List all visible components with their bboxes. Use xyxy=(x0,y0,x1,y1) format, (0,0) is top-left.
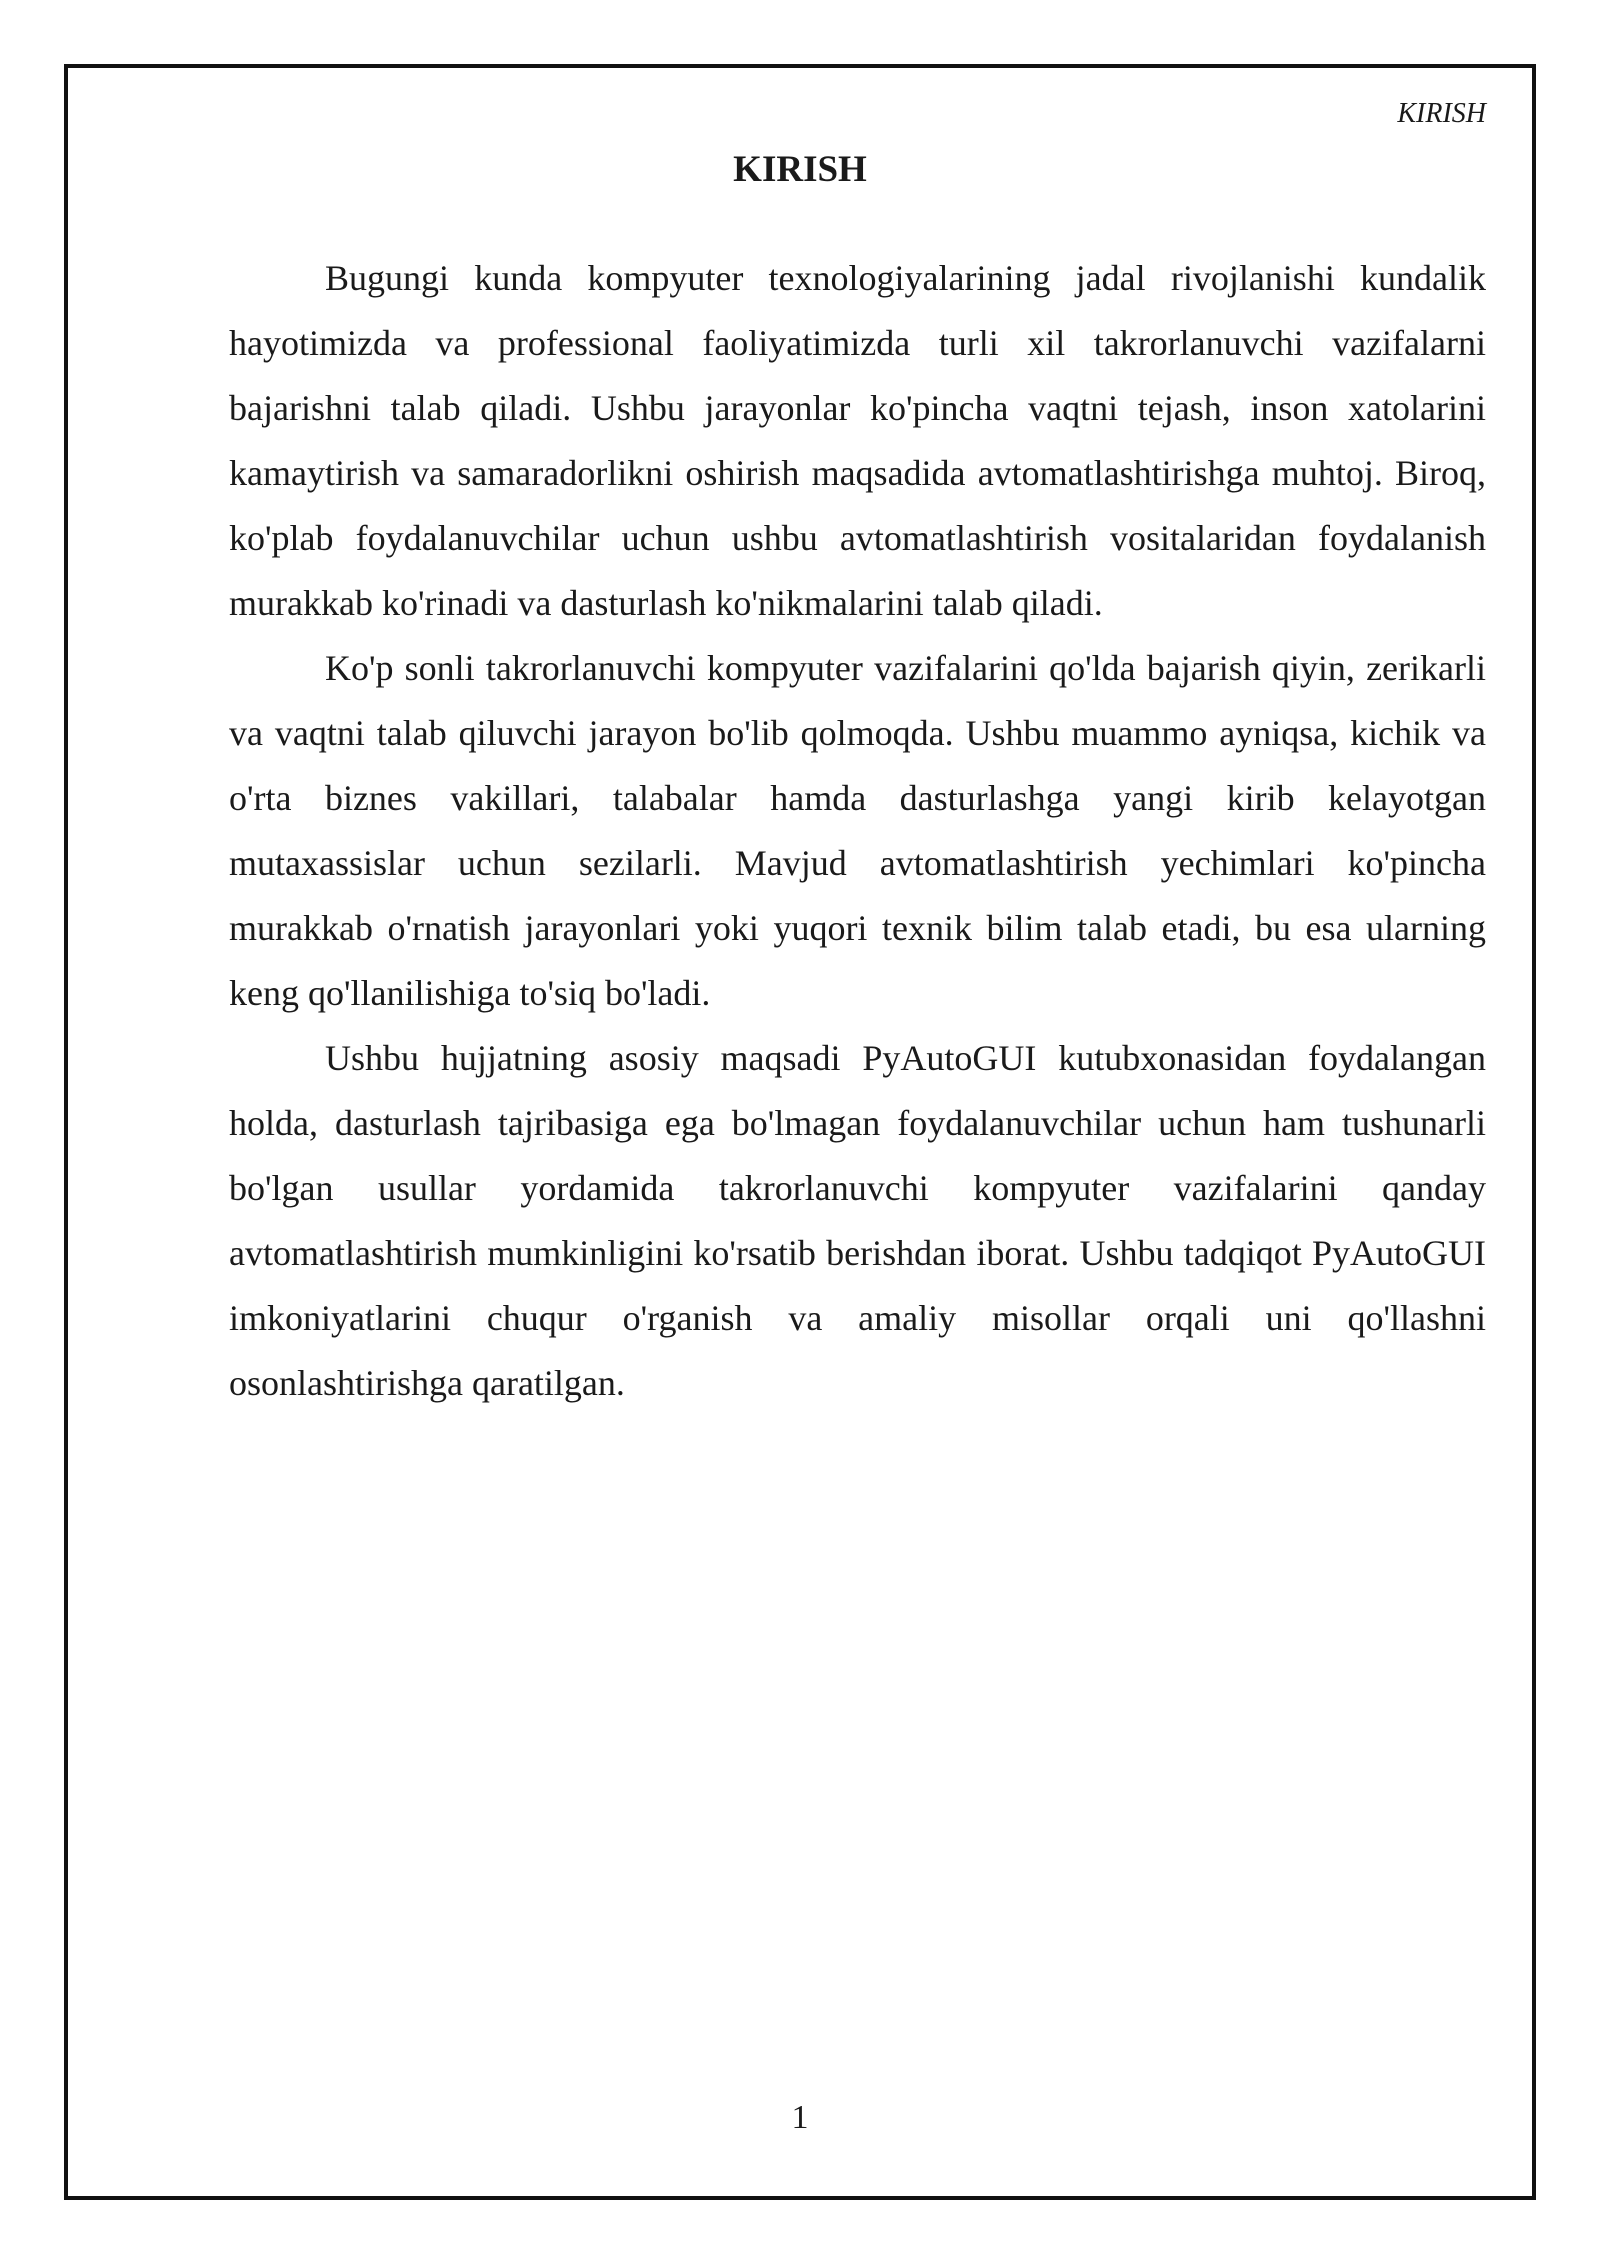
running-header: KIRISH xyxy=(1397,98,1486,129)
paragraph-2: Ko'p sonli takrorlanuvchi kompyuter vazifalarini qo'lda bajarish qiyin, zerikarli va vaqtni talab qiluvchi jarayon bo'lib qolmoqda. Ushbu muammo ayniqsa, kichik va o'rta biznes vakillari, talabalar hamda dasturlashga yangi kirib kelayotgan mutaxassislar uchun sezilarli. Mavjud avtomatlashtirish yechimlari ko'pincha murakkab o'rnatish jarayonlari yoki yuqori texnik bilim talab etadi, bu esa ularning keng qo'llanilishiga to'siq bo'ladi. xyxy=(229,648,1486,1013)
page-number: 1 xyxy=(791,2099,809,2136)
page-title: KIRISH xyxy=(733,149,867,190)
body-text xyxy=(229,246,1486,1416)
paragraph-3: Ushbu hujjatning asosiy maqsadi PyAutoGUI kutubxonasidan foydalangan holda, dasturlash tajribasiga ega bo'lmagan foydalanuvchilar uchun ham tushunarli bo'lgan usullar yordamida takrorlanuvchi kompyuter vazifalarini qanday avtomatlashtirish mumkinligini ko'rsatib berishdan iborat. Ushbu tadqiqot PyAutoGUI imkoniyatlarini chuqur o'rganish va amaliy misollar orqali uni qo'llashni osonlashtirishga qaratilgan. xyxy=(229,1038,1486,1403)
paragraph-1: Bugungi kunda kompyuter texnologiyalarining jadal rivojlanishi kundalik hayotimizda va professional faoliyatimizda turli xil takrorlanuvchi vazifalarni bajarishni talab qiladi. Ushbu jarayonlar ko'pincha vaqtni tejash, inson xatolarini kamaytirish va samaradorlikni oshirish maqsadida avtomatlashtirishga muhtoj. Biroq, ko'plab foydalanuvchilar uchun ushbu avtomatlashtirish vositalaridan foydalanish murakkab ko'rinadi va dasturlash ko'nikmalarini talab qiladi. xyxy=(229,258,1486,623)
